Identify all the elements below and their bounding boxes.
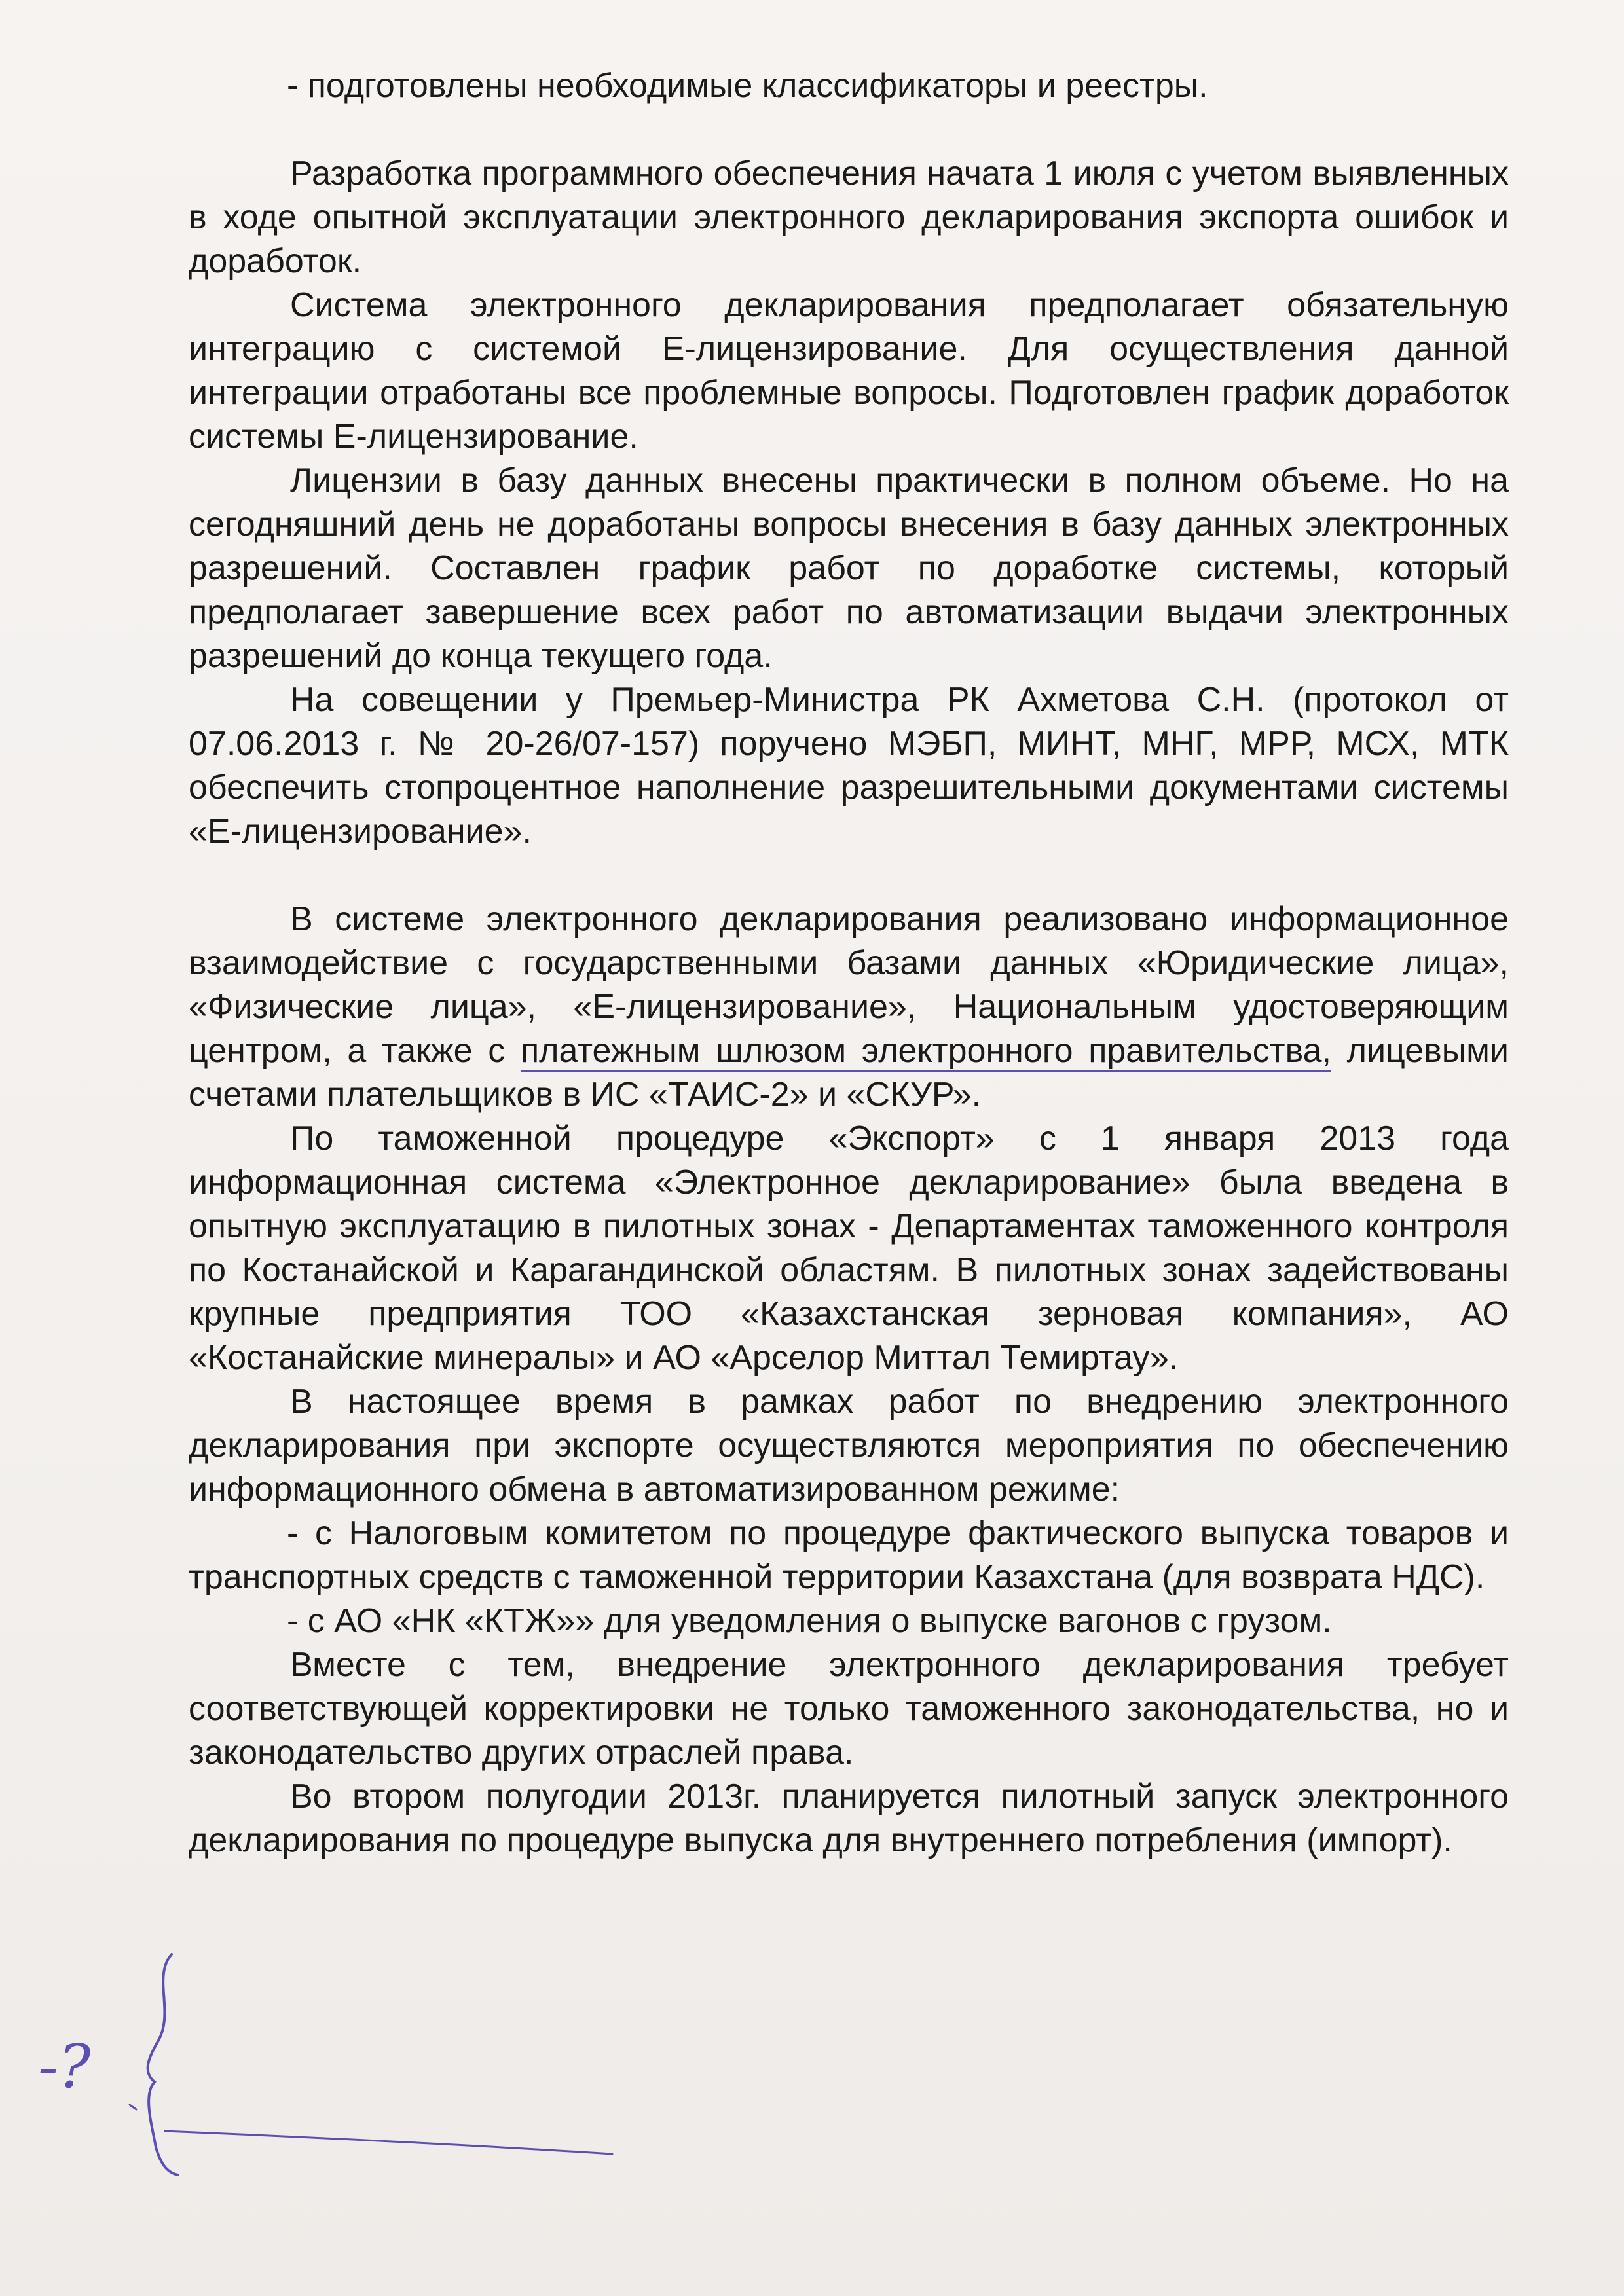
paragraph-information-interaction (189, 898, 1509, 1117)
list-item-ktzh: - с АО «НК «КТЖ»» для уведомления о выпуске вагонов с грузом. (287, 1602, 1332, 1640)
paragraph-prime-minister-meeting: На совещении у Премьер-Министра РК Ахметова С.Н. (протокол от 07.06.2013 г. № 20-26/07-157) поручено МЭБП, МИНТ, МНГ, МРР, МСХ, МТК обеспечить стопроцентное наполнение разрешительными документами системы «Е-лицензирование». (189, 681, 1509, 850)
list-item-classifiers: - подготовлены необходимые классификаторы и реестры. (287, 67, 1208, 105)
document-body (189, 64, 1509, 1863)
pen-stroke-line (165, 2131, 612, 2154)
paragraph-import-pilot: Во втором полугодии 2013г. планируется пилотный запуск электронного декларирования по процедуре выпуска для внутреннего потребления (импорт). (189, 1777, 1509, 1859)
paragraph-legislation-adjustment: Вместе с тем, внедрение электронного декларирования требует соответствующей корректировки не только таможенного законодательства, но и законодательство других отраслей права. (189, 1646, 1509, 1772)
list-item-tax-committee: - с Налоговым комитетом по процедуре фактического выпуска товаров и транспортных средств с таможенной территории Казахстана (для возврата НДС). (189, 1514, 1509, 1596)
paragraph-e-licensing-integration: Система электронного декларирования предполагает обязательную интеграцию с системой Е-лицензирование. Для осуществления данной интеграции отработаны все проблемные вопросы. Подготовлен график доработок системы Е-лицензирование. (189, 286, 1509, 456)
pen-tick-mark (130, 2105, 136, 2109)
paragraph-export-procedure: По таможенной процедуре «Экспорт» с 1 января 2013 года информационная система «Электронное декларирование» была введена в опытную эксплуатацию в пилотных зонах - Департаментах таможенного контроля по Костанайской и Карагандинской областям. В пилотных зонах задействованы крупные предприятия ТОО «Казахстанская зерновая компания», АО «Костанайские минералы» и АО «Арселор Миттал Темиртау». (189, 1120, 1509, 1377)
interaction-text-end: лицевыми счетами плательщиков в ИС «ТАИС-2» и «СКУР». (189, 1032, 1509, 1114)
handwritten-brace-icon (148, 1954, 178, 2175)
handwritten-question-mark: -? (38, 2032, 91, 2102)
paragraph-current-measures: В настоящее время в рамках работ по внедрению электронного декларирования при экспорте осуществляются мероприятия по обеспечению информационного обмена в автоматизированном режиме: (189, 1383, 1509, 1508)
underlined-payment-gateway: платежным шлюзом электронного правительства, (520, 1032, 1331, 1070)
paragraph-licenses-database: Лицензии в базу данных внесены практически в полном объеме. Но на сегодняшний день не доработаны вопросы внесения в базу данных электронных разрешений. Составлен график работ по доработке системы, который предполагает завершение всех работ по автоматизации выдачи электронных разрешений до конца текущего года. (189, 462, 1509, 675)
interaction-text-start: В системе электронного декларирования реализовано информационное взаимодействие с государственными базами данных «Юридические лица», «Физические лица», «Е-лицензирование», Национальным удостоверяющим центром, а также с (189, 900, 1509, 1070)
paragraph-software-development: Разработка программного обеспечения начата 1 июля с учетом выявленных в ходе опытной эксплуатации электронного декларирования экспорта ошибок и доработок. (189, 155, 1509, 280)
